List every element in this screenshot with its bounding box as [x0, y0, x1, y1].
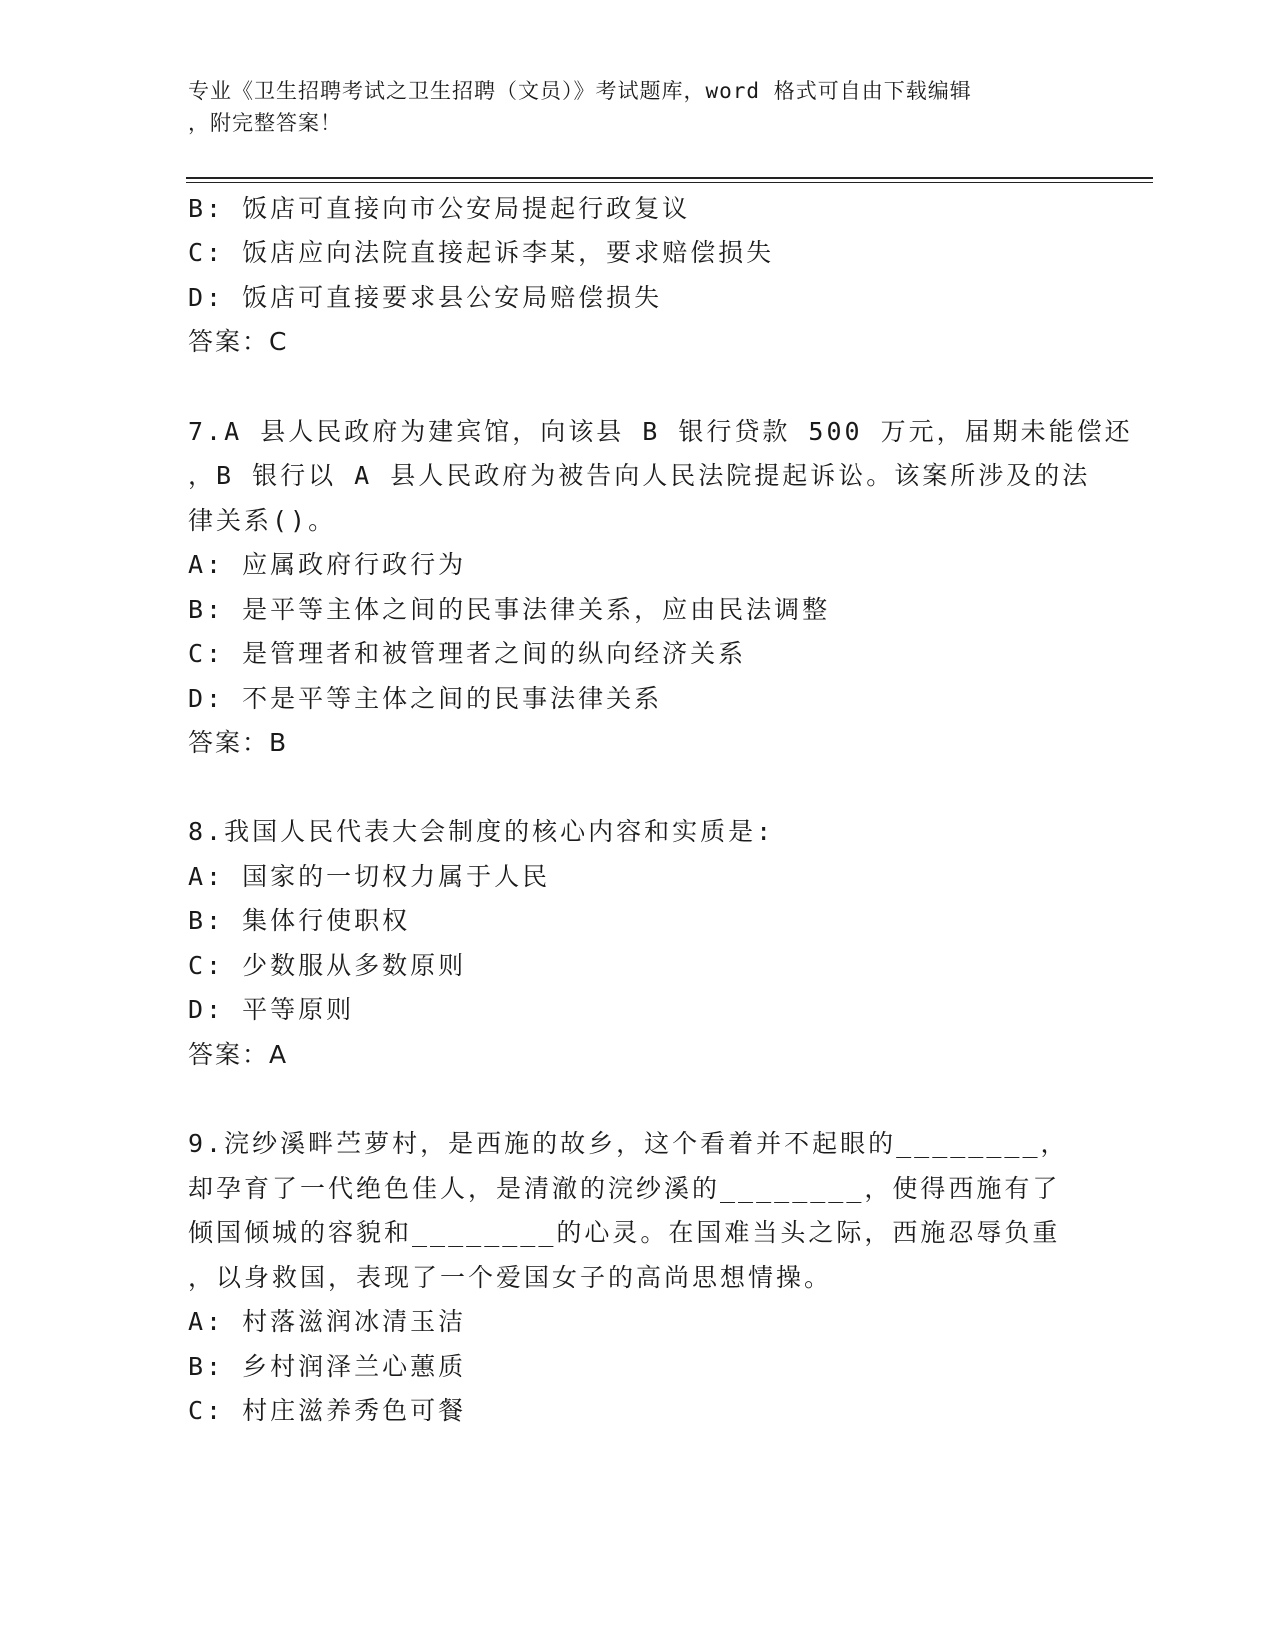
q7-option-a: A: 应属政府行政行为: [188, 550, 467, 579]
q7-stem-line-1: 7.A 县人民政府为建宾馆，向该县 B 银行贷款 500 万元，届期未能偿还: [188, 417, 1133, 446]
header-divider-thick: [186, 177, 1153, 179]
q6-option-b: B: 饭店可直接向市公安局提起行政复议: [188, 194, 691, 223]
q9-stem-line-4: ，以身救国，表现了一个爱国女子的高尚思想情操。: [188, 1263, 833, 1292]
q8-answer: 答案：A: [188, 1040, 289, 1069]
q9-stem-line-3: 倾国倾城的容貌和________的心灵。在国难当头之际，西施忍辱负重: [188, 1218, 1061, 1247]
q7-stem-line-3: 律关系()。: [188, 506, 337, 535]
header-divider-thin: [186, 182, 1153, 183]
q9-option-a: A: 村落滋润冰清玉洁: [188, 1307, 467, 1336]
q8-option-b: B: 集体行使职权: [188, 906, 411, 935]
q9-option-b: B: 乡村润泽兰心蕙质: [188, 1352, 467, 1381]
header-line-2: ，附完整答案！: [188, 111, 342, 135]
q7-option-d: D: 不是平等主体之间的民事法律关系: [188, 684, 663, 713]
q7-option-b: B: 是平等主体之间的民事法律关系，应由民法调整: [188, 595, 831, 624]
q6-option-c: C: 饭店应向法院直接起诉李某，要求赔偿损失: [188, 238, 775, 267]
q8-stem-line-1: 8.我国人民代表大会制度的核心内容和实质是:: [188, 817, 775, 846]
q7-answer: 答案：B: [188, 728, 289, 757]
q9-stem-line-1: 9.浣纱溪畔苎萝村，是西施的故乡，这个看着并不起眼的________，: [188, 1129, 1069, 1158]
header-line-1: 专业《卫生招聘考试之卫生招聘（文员）》考试题库，word 格式可自由下载编辑: [188, 79, 972, 103]
document-header: [188, 75, 1068, 139]
q6-answer: 答案：C: [188, 327, 289, 356]
q6-option-d: D: 饭店可直接要求县公安局赔偿损失: [188, 283, 663, 312]
q8-option-d: D: 平等原则: [188, 995, 355, 1024]
q8-option-a: A: 国家的一切权力属于人民: [188, 862, 551, 891]
q7-option-c: C: 是管理者和被管理者之间的纵向经济关系: [188, 639, 747, 668]
q7-stem-line-2: ，B 银行以 A 县人民政府为被告向人民法院提起诉讼。该案所涉及的法: [188, 461, 1091, 490]
q9-option-c: C: 村庄滋养秀色可餐: [188, 1396, 467, 1425]
q9-stem-line-2: 却孕育了一代绝色佳人，是清澈的浣纱溪的________，使得西施有了: [188, 1174, 1061, 1203]
q8-option-c: C: 少数服从多数原则: [188, 951, 467, 980]
